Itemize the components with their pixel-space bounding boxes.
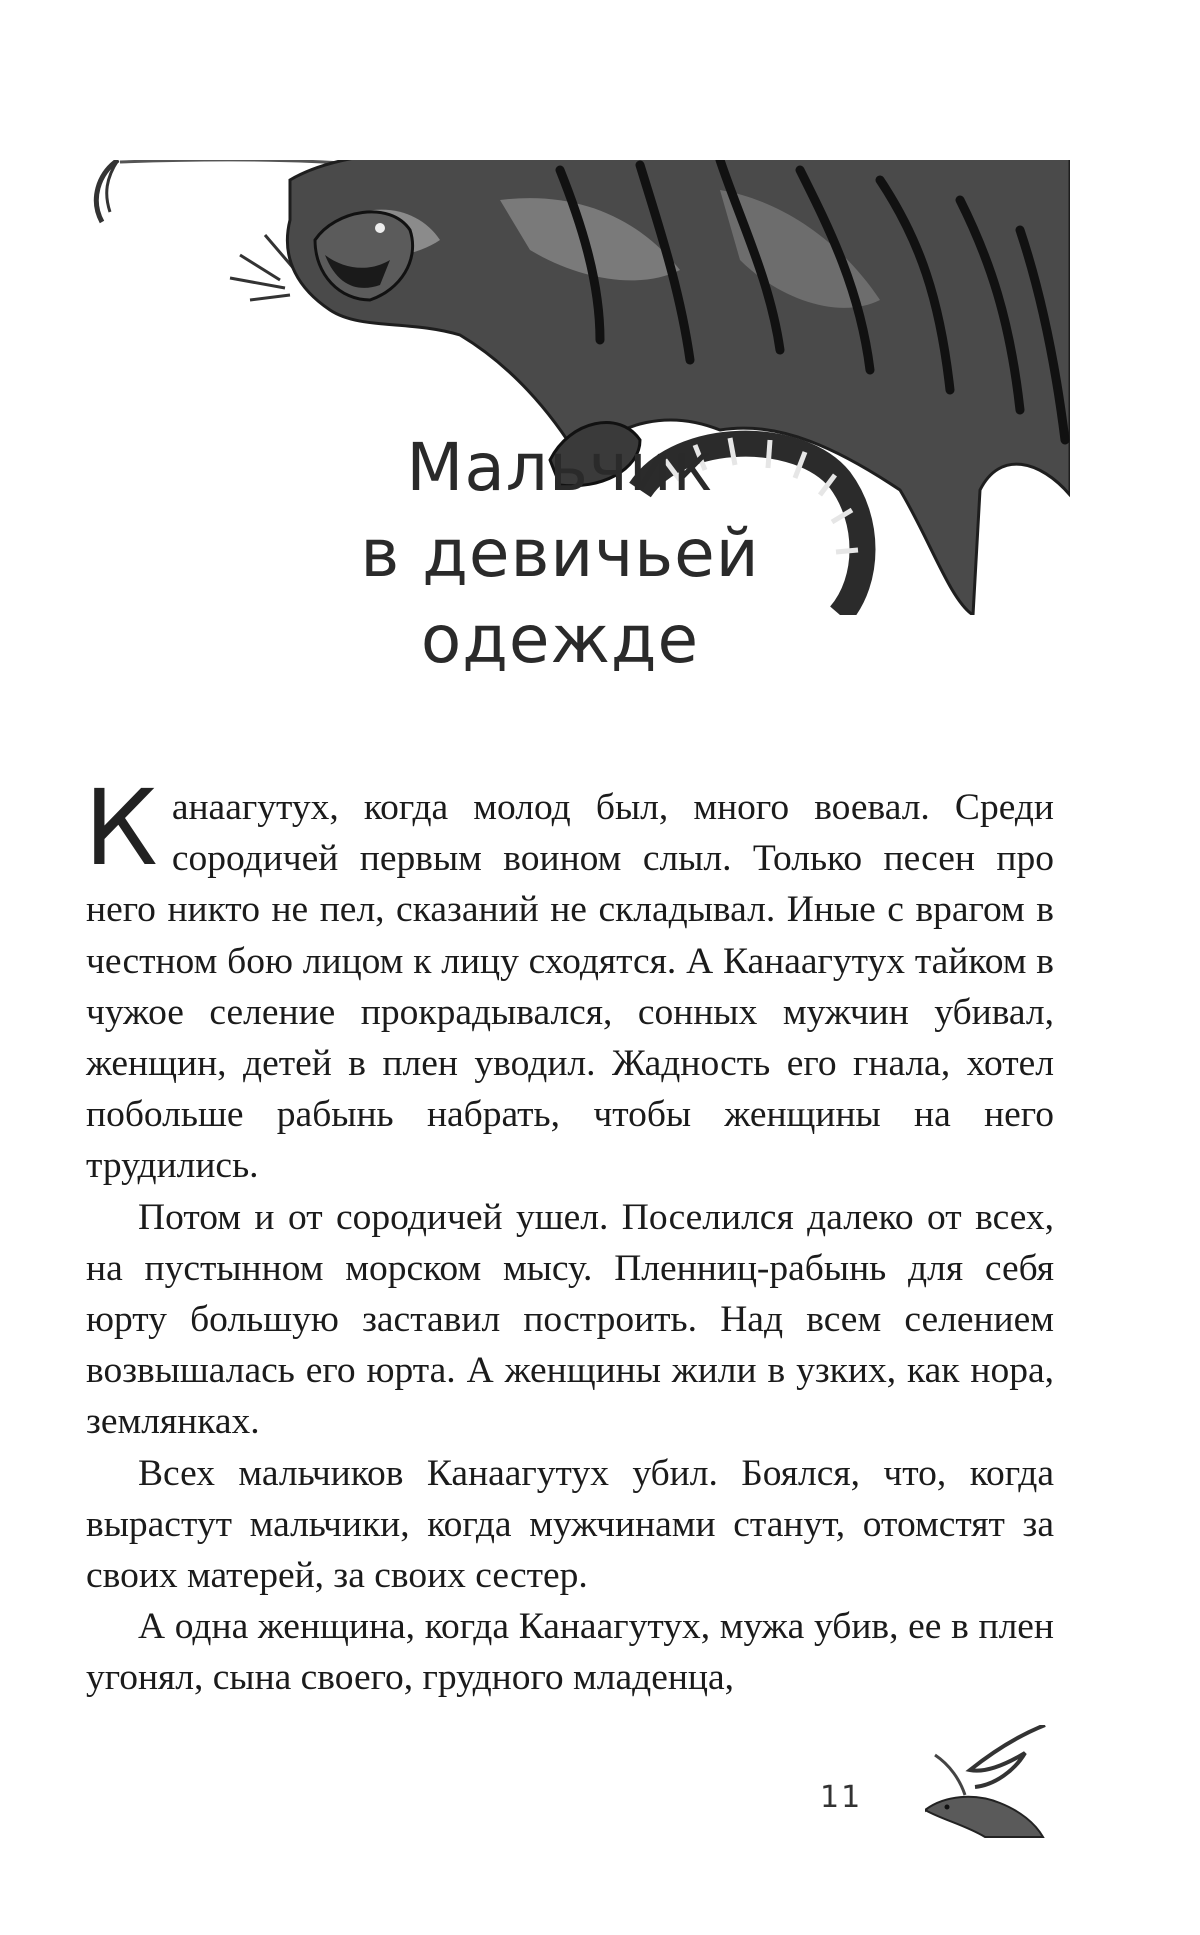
chapter-title-line-3: одежде [420,601,700,678]
chapter-title-line-2: в девичьей [360,515,760,592]
chapter-title-line-1: Мальчик [406,429,714,506]
chapter-title [300,425,820,683]
paragraph-1 [84,767,1054,1192]
page-number: 11 [820,1780,863,1815]
chapter-text [84,767,1054,1704]
seagull-illustration [925,1725,1055,1840]
paragraph-4: А одна женщина, когда Канаагутух, мужа убив, ее в плен угонял, сына своего, грудного младенца, [86,1606,1054,1699]
paragraph-1-text: анаагутух, когда молод был, много воевал. Среди сородичей первым воином слыл. Только песен про него никто не пел, сказаний не складывал. Иные с врагом в честном бою лицом к лицу сходятся. А Канаагутух тайком в чужое селение прокрадывался, сонных мужчин убивал, женщин, детей в плен уводил. Жадность его гнала, хотел побольше рабынь набрать, чтобы женщины на него трудились. [86,787,1054,1187]
drop-cap: К [84,767,158,889]
paragraph-3: Всех мальчиков Канаагутух убил. Боялся, что, когда вырастут мальчики, когда мужчинами станут, отомстят за своих матерей, за своих сестер. [86,1452,1054,1597]
paragraph-2: Потом и от сородичей ушел. Поселился далеко от всех, на пустынном морском мысу. Пленниц-рабынь для себя юрту большую заставил построить. Над всем селением возвышалась его юрта. А женщины жили в узких, как нора, землянках. [86,1196,1054,1443]
